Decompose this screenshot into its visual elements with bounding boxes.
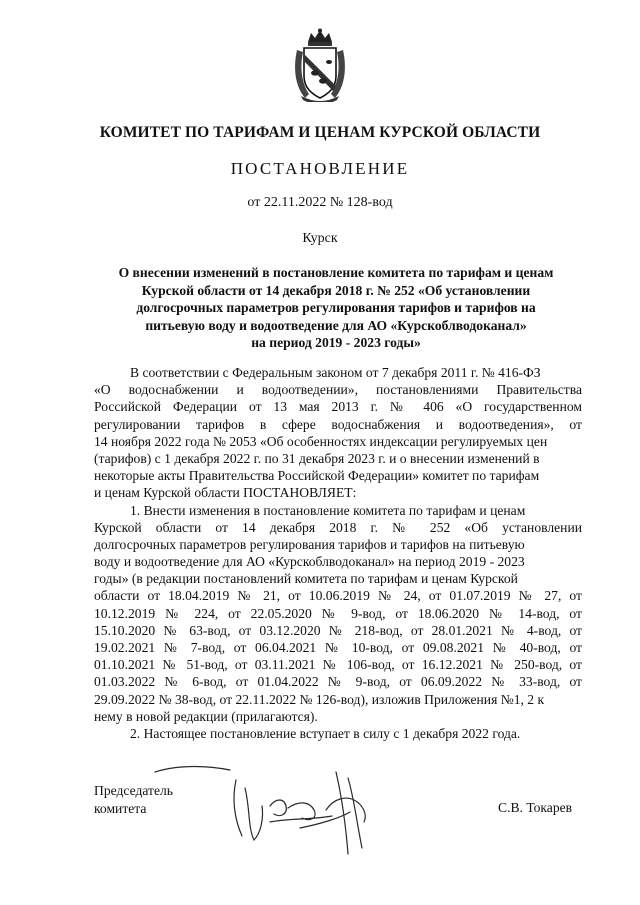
signatory-position-line: Председатель [94,783,173,798]
subject-line: на период 2019 - 2023 годы» [251,335,421,350]
signatory-position-line: комитета [94,801,147,816]
coat-of-arms-icon [291,28,349,102]
document-type: ПОСТАНОВЛЕНИЕ [230,159,410,178]
date-number: от 22.11.2022 № 128-вод [247,195,393,210]
body-line: 14 ноября 2022 года № 2053 «Об особенностях индексации регулируемых цен [94,433,548,449]
body-line: 29.09.2022 № 38-вод, от 22.11.2022 № 126-вод), изложив Приложения №1, 2 к [94,691,545,707]
subject-line: Курской области от 14 декабря 2018 г. № 252 «Об установлении [141,282,531,298]
document-body [94,364,582,742]
body-line: некоторые акты Правительства Российской Федерации» комитет по тарифам [94,468,540,484]
body-line: 01.03.2022 № 6-вод, от 01.04.2022 № 9-вод, от 06.09.2022 № 33-вод, от [94,674,582,690]
organization-title: КОМИТЕТ ПО ТАРИФАМ И ЦЕНАМ КУРСКОЙ ОБЛАСТИ [99,124,541,141]
subject-line: О внесении изменений в постановление комитета по тарифам и ценам [118,265,554,280]
body-line: Курской области от 14 декабря 2018 г. № 252 «Об установлении [94,519,582,535]
body-line: 19.02.2021 № 7-вод, от 06.04.2021 № 10-вод, от 09.08.2021 № 40-вод, от [94,640,582,655]
body-line: годы» (в редакции постановлений комитета по тарифам и ценам Курской [94,571,518,587]
body-line: Российской Федерации от 13 мая 2013 г. № 406 «О государственном [94,399,582,415]
body-line: области от 18.04.2019 № 21, от 10.06.2019 № 24, от 01.07.2019 № 27, от [94,588,582,604]
body-line: 01.10.2021 № 51-вод, от 03.11.2021 № 106-вод, от 16.12.2021 № 250-вод, от [94,657,582,673]
body-line: В соответствии с Федеральным законом от 7 декабря 2011 г. № 416-ФЗ [130,365,541,380]
handwritten-signature-icon [150,758,390,858]
body-line: 1. Внести изменения в постановление комитета по тарифам и ценам [130,502,526,518]
body-line: (тарифов) с 1 декабря 2022 г. по 31 декабря 2023 г. и о внесении изменений в [94,450,540,466]
body-line: воду и водоотведение для АО «Курскоблводоканал» на период 2019 - 2023 [94,554,525,570]
city: Курск [302,231,338,246]
subject-line: долгосрочных параметров регулирования тарифов и тарифов на [136,300,536,315]
body-line: и ценам Курской области ПОСТАНОВЛЯЕТ: [94,485,357,501]
body-line: долгосрочных параметров регулирования тарифов и тарифов на питьевую [94,536,525,552]
signatory-name: С.В. Токарев [498,800,573,815]
subject-line: питьевую воду и водоотведение для АО «Курскоблводоканал» [145,317,527,333]
body-line: 2. Настоящее постановление вступает в силу с 1 декабря 2022 года. [130,725,521,741]
body-line: 15.10.2020 № 63-вод, от 03.12.2020 № 218-вод, от 28.01.2021 № 4-вод, от [94,622,582,638]
body-line: «О водоснабжении и водоотведении», постановлениями Правительства [94,382,582,398]
subject-heading [90,264,582,352]
body-line: 10.12.2019 № 224, от 22.05.2020 № 9-вод, от 18.06.2020 № 14-вод, от [94,605,582,621]
body-line: нему в новой редакции (прилагаются). [94,708,318,724]
body-line: регулировании тарифов в сфере водоснабжения и водоотведения», от [94,416,582,432]
